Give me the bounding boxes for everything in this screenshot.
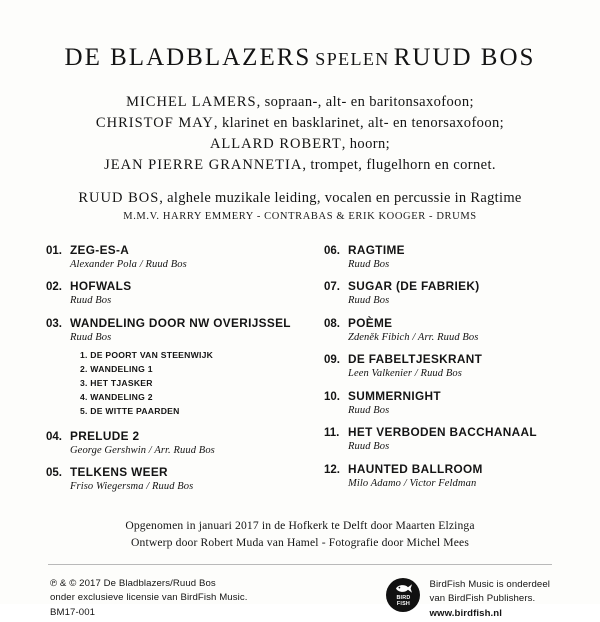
track-movement: 4. WANDELING 2 xyxy=(80,391,153,402)
performer-line xyxy=(28,134,572,155)
track-number: 11. xyxy=(324,427,340,440)
track-title: HAUNTED BALLROOM xyxy=(348,461,483,476)
track-item xyxy=(324,244,558,272)
track-number: 01. xyxy=(46,244,62,257)
performer-role: , trompet, flugelhorn en cornet. xyxy=(302,157,496,174)
track-credit: Ruud Bos xyxy=(348,258,390,270)
track-credit: Zdeněk Fibich / Arr. Ruud Bos xyxy=(348,331,479,343)
track-item xyxy=(46,280,302,308)
track-number: 08. xyxy=(324,317,340,330)
track-movement: 2. WANDELING 1 xyxy=(80,364,153,375)
track-item xyxy=(324,463,558,491)
track-title: HET VERBODEN BACCHANAAL xyxy=(348,425,537,440)
track-movement: 3. HET TJASKER xyxy=(80,377,153,388)
production-credits xyxy=(28,517,572,552)
track-item xyxy=(324,353,558,381)
publisher-info xyxy=(429,578,550,622)
track-title: ZEG-ES-A xyxy=(70,242,130,257)
track-item xyxy=(324,280,558,308)
tracklist-column-right xyxy=(302,244,558,503)
track-title: TELKENS WEER xyxy=(70,465,168,480)
performers-list xyxy=(28,92,572,177)
track-number: 12. xyxy=(324,463,340,476)
performer-name: CHRISTOF MAY xyxy=(95,115,214,132)
track-number: 05. xyxy=(46,467,62,480)
copyright-block xyxy=(50,577,386,622)
track-movement: 1. DE POORT VAN STEENWIJK xyxy=(80,350,214,361)
performer-line xyxy=(28,92,572,113)
divider xyxy=(48,564,552,565)
track-number: 06. xyxy=(324,244,340,257)
design-credit: Ontwerp door Robert Muda van Hamel - Fotografie door Michel Mees xyxy=(130,536,469,550)
page-title xyxy=(28,44,572,72)
track-credit: Leen Valkenier / Ruud Bos xyxy=(348,368,462,380)
title-composer: RUUD BOS xyxy=(393,44,536,71)
performer-name: JEAN PIERRE GRANNETIA xyxy=(104,157,303,174)
performer-name: ALLARD ROBERT xyxy=(209,136,342,153)
track-movement: 5. DE WITTE PAARDEN xyxy=(80,405,180,416)
track-title: PRELUDE 2 xyxy=(70,428,140,443)
title-artist: DE BLADBLAZERS xyxy=(64,44,312,71)
track-title: WANDELING DOOR NW OVERIJSSEL xyxy=(70,315,291,330)
track-item xyxy=(324,426,558,454)
track-credit: Ruud Bos xyxy=(70,295,112,307)
track-credit: Milo Adamo / Victor Feldman xyxy=(348,477,477,489)
track-credit: Friso Wiegersma / Ruud Bos xyxy=(70,481,194,493)
track-number: 09. xyxy=(324,354,340,367)
label-block xyxy=(386,577,550,622)
tracklist-column-left xyxy=(46,244,302,503)
publisher-line-1: BirdFish Music is onderdeel xyxy=(429,578,550,590)
title-connector: SPELEN xyxy=(315,49,390,69)
track-number: 03. xyxy=(46,317,62,330)
track-item xyxy=(324,390,558,418)
track-movements xyxy=(80,349,302,419)
track-title: SUGAR (DE FABRIEK) xyxy=(348,279,480,294)
performer-role: , sopraan-, alt- en baritonsaxofoon; xyxy=(256,94,474,110)
track-credit: Ruud Bos xyxy=(348,441,390,453)
track-item xyxy=(46,430,302,458)
track-item xyxy=(46,317,302,421)
publisher-website[interactable]: www.birdfish.nl xyxy=(429,608,503,620)
leader-line xyxy=(28,190,572,207)
leader-role: , alghele muzikale leiding, vocalen en percussie in Ragtime xyxy=(159,189,522,206)
track-credit: Alexander Pola / Ruud Bos xyxy=(70,258,187,270)
track-number: 10. xyxy=(324,390,340,403)
performer-line xyxy=(28,155,572,176)
performer-name: MICHEL LAMERS xyxy=(126,94,257,110)
track-item xyxy=(324,317,558,345)
track-title: POÈME xyxy=(348,315,393,330)
track-credit: George Gershwin / Arr. Ruud Bos xyxy=(70,444,215,456)
logo-text xyxy=(396,595,410,611)
leader-name: RUUD BOS xyxy=(78,189,160,206)
logo-text-line1: BIRD xyxy=(396,595,411,602)
recording-credit: Opgenomen in januari 2017 in de Hofkerk te Delft door Maarten Elzinga xyxy=(125,518,475,532)
track-title: SUMMERNIGHT xyxy=(348,388,441,403)
copyright-line-2: onder exclusieve licensie van BirdFish Music. xyxy=(50,592,248,604)
performer-role: , klarinet en basklarinet, alt- en tenorsaxofoon; xyxy=(213,115,505,132)
additional-musicians: M.M.V. HARRY EMMERY - CONTRABAS & ERIK KOOGER - DRUMS xyxy=(123,210,477,222)
track-item xyxy=(46,244,302,272)
performer-role: , hoorn; xyxy=(341,136,391,153)
catalog-number: BM17-001 xyxy=(50,607,96,619)
track-title: HOFWALS xyxy=(70,279,132,294)
track-number: 02. xyxy=(46,281,62,294)
track-credit: Ruud Bos xyxy=(348,404,390,416)
track-credit: Ruud Bos xyxy=(348,295,390,307)
fish-glyph-icon xyxy=(386,583,420,594)
track-number: 07. xyxy=(324,281,340,294)
track-title: RAGTIME xyxy=(348,242,405,257)
logo-text-line2: FISH xyxy=(396,601,410,608)
track-title: DE FABELTJESKRANT xyxy=(348,352,483,367)
tracklist xyxy=(28,244,572,503)
publisher-line-2: van BirdFish Publishers. xyxy=(429,593,536,605)
footer xyxy=(28,577,572,622)
track-number: 04. xyxy=(46,430,62,443)
birdfish-logo-icon xyxy=(386,578,420,612)
performer-line xyxy=(28,113,572,134)
copyright-line-1: ℗ & © 2017 De Bladblazers/Ruud Bos xyxy=(50,577,216,589)
track-item xyxy=(46,466,302,494)
track-credit: Ruud Bos xyxy=(70,331,112,343)
